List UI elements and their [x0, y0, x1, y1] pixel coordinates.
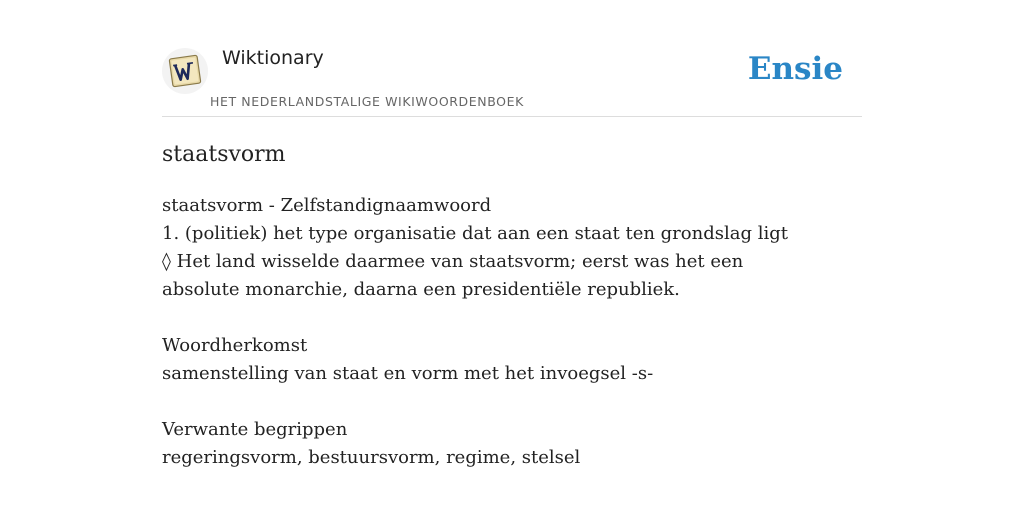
- site-header: [162, 44, 862, 117]
- entry-content: [162, 192, 812, 472]
- site-tagline: HET NEDERLANDSTALIGE WIKIWOORDENBOEK: [210, 94, 524, 109]
- spacer: [162, 304, 812, 332]
- definition-text: 1. (politiek) het type organisatie dat aan een staat ten grondslag ligt: [162, 223, 788, 244]
- spacer: [162, 388, 812, 416]
- wiktionary-logo-icon[interactable]: [162, 48, 208, 94]
- ensie-brand-logo[interactable]: Ensie: [747, 51, 843, 87]
- wiktionary-logo-graphic: [166, 52, 204, 90]
- example-sentence: ◊ Het land wisselde daarmee van staatsvorm; eerst was het een absolute monarchie, daarna een presidentiële republiek.: [162, 251, 744, 300]
- part-of-speech-line: staatsvorm - Zelfstandignaamwoord: [162, 195, 492, 216]
- page-title: staatsvorm: [162, 142, 286, 167]
- related-terms-heading: Verwante begrippen: [162, 419, 348, 440]
- etymology-text: samenstelling van staat en vorm met het invoegsel -s-: [162, 363, 654, 384]
- etymology-heading: Woordherkomst: [162, 335, 308, 356]
- related-terms-list: regeringsvorm, bestuursvorm, regime, stelsel: [162, 447, 581, 468]
- site-name[interactable]: Wiktionary: [222, 47, 324, 69]
